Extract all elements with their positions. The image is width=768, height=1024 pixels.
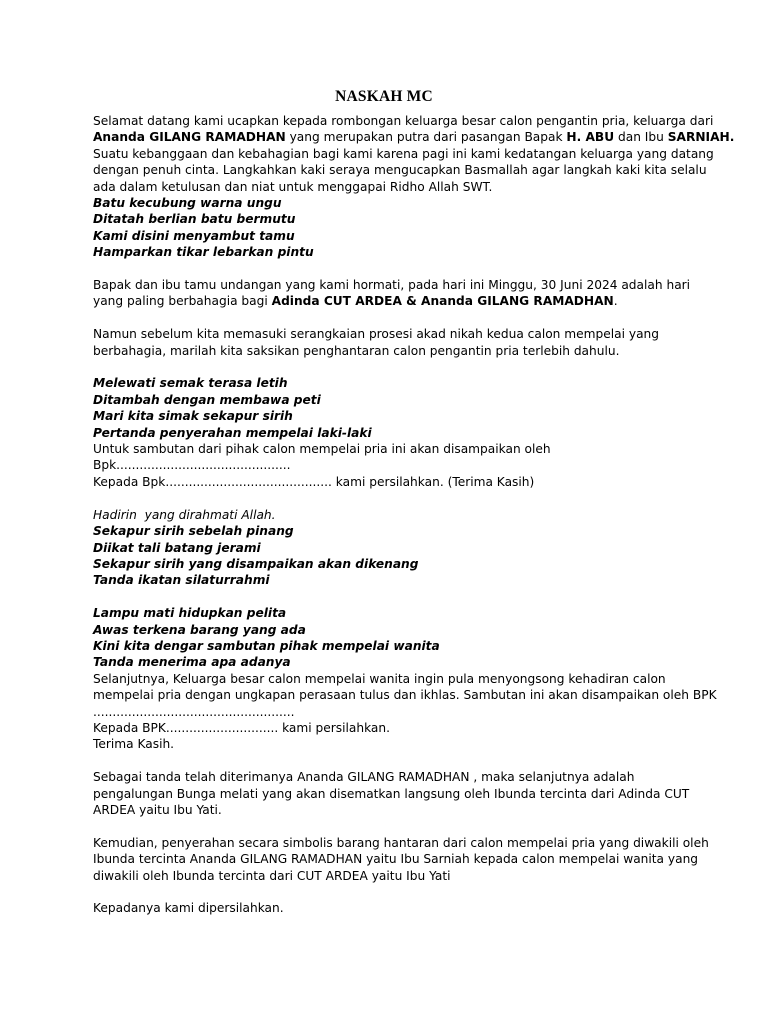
greeting-line: Hadirin yang dirahmati Allah. [93,507,276,522]
groom-name: Ananda GILANG RAMADHAN [93,130,286,145]
poem-line: Melewati semak terasa letih [93,376,288,391]
text-line: pengalungan Bunga melati yang akan disematkan langsung oleh Ibunda tercinta dari Adinda CUT [93,786,690,801]
text-line [93,129,735,145]
document-title: NASKAH MC [335,88,433,105]
text-line: Selamat datang kami ucapkan kepada rombongan keluarga besar calon pengantin pria, keluarga dari [93,114,714,128]
poem-line: Kami disini menyambut tamu [93,228,295,243]
text-line: berbahagia, marilah kita saksikan penghantaran calon pengantin pria terlebih dahulu. [93,343,620,358]
text-line: Kemudian, penyerahan secara simbolis barang hantaran dari calon mempelai pria yang diwakili oleh [93,835,709,850]
text-line: .................................................... [93,704,295,719]
poem-line: Awas terkena barang yang ada [93,622,306,637]
document-body [93,113,735,917]
text-line: Suatu kebanggaan dan kebahagian bagi kami karena pagi ini kami kedatangan keluarga yang datang [93,146,714,161]
text-line: dengan penuh cinta. Langkahkan kaki seraya mengucapkan Basmallah agar langkah kaki kita selalu [93,163,707,178]
poem-line: Tanda ikatan silaturrahmi [93,573,270,588]
poem-line: Hamparkan tikar lebarkan pintu [93,245,314,260]
text-line: Sebagai tanda telah diterimanya Ananda GILANG RAMADHAN , maka selanjutnya adalah [93,770,635,785]
text-line: mempelai pria dengan ungkapan perasaan tulus dan ikhlas. Sambutan ini akan disampaikan oleh BPK [93,688,717,703]
text-line: Selanjutnya, Keluarga besar calon mempelai wanita ingin pula menyongsong kehadiran calon [93,671,666,686]
couple-names: Adinda CUT ARDEA & Ananda GILANG RAMADHAN [271,294,614,309]
text-span: yang merupakan putra dari pasangan Bapak [285,130,567,145]
text-span: . [613,294,618,309]
poem-line: Batu kecubung warna ungu [93,196,282,211]
poem-line: Kini kita dengar sambutan pihak mempelai wanita [93,638,440,653]
text-span: dan Ibu [614,130,668,145]
text-span: yang paling berbahagia bagi [93,294,272,309]
text-line: Bpk............................................. [93,458,291,473]
mother-name: SARNIAH. [667,130,735,145]
poem-line: Sekapur sirih sebelah pinang [93,524,294,539]
poem-line: Pertanda penyerahan mempelai laki-laki [93,425,372,440]
text-line: Ibunda tercinta Ananda GILANG RAMADHAN yaitu Ibu Sarniah kepada calon mempelai wanita yang [93,852,699,867]
text-line: Bapak dan ibu tamu undangan yang kami hormati, pada hari ini Minggu, 30 Juni 2024 adalah hari [93,278,691,293]
text-line: Namun sebelum kita memasuki serangkaian prosesi akad nikah kedua calon mempelai yang [93,327,660,342]
poem-line: Ditatah berlian batu bermutu [93,212,296,227]
text-line [93,293,693,309]
closing-line: Kepadanya kami dipersilahkan. [93,901,284,916]
father-name: H. ABU [566,130,615,145]
text-line: ARDEA yaitu Ibu Yati. [93,802,222,817]
text-line: Terima Kasih. [93,737,175,752]
text-line: Kepada BPK............................. kami persilahkan. [93,720,391,735]
poem-line: Lampu mati hidupkan pelita [93,606,287,621]
text-line: Untuk sambutan dari pihak calon mempelai pria ini akan disampaikan oleh [93,442,551,457]
text-line: Kepada Bpk........................................... kami persilahkan. (Terima Kasih) [93,474,535,489]
poem-line: Tanda menerima apa adanya [93,655,291,670]
poem-line: Sekapur sirih yang disampaikan akan dikenang [93,556,419,571]
poem-line: Mari kita simak sekapur sirih [93,409,293,424]
poem-line: Diikat tali batang jerami [93,540,261,555]
text-line: diwakili oleh Ibunda tercinta dari CUT ARDEA yaitu Ibu Yati [93,868,451,883]
text-line: ada dalam ketulusan dan niat untuk menggapai Ridho Allah SWT. [93,179,493,194]
poem-line: Ditambah dengan membawa peti [93,392,321,407]
